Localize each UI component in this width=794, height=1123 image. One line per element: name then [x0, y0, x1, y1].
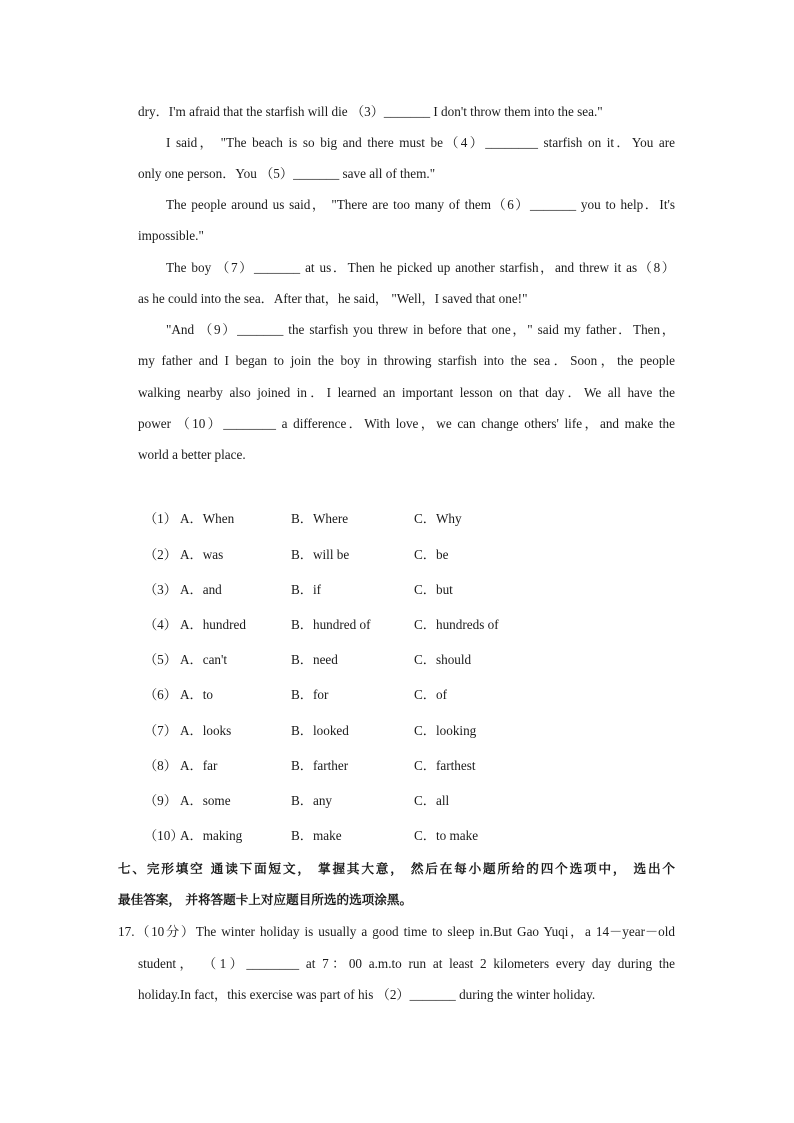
- option-row: [144, 616, 664, 634]
- option-a[interactable]: A．making: [180, 828, 243, 843]
- option-a[interactable]: A．far: [180, 758, 218, 773]
- option-a[interactable]: A．and: [180, 582, 222, 597]
- option-c[interactable]: C．to make: [414, 828, 479, 843]
- option-a[interactable]: A．some: [180, 793, 231, 808]
- option-b[interactable]: B．make: [291, 828, 342, 843]
- option-row: [144, 792, 664, 810]
- option-row: [144, 827, 664, 845]
- question-number: （6）: [144, 687, 177, 702]
- question-17-line: student， （1）________ at 7：00 a.m.to run at least 2 kilometers every day during the: [138, 956, 675, 971]
- passage-line: "And （9）_______ the starfish you threw in before that one，" said my father．Then，: [166, 322, 675, 337]
- question-number: （2）: [144, 547, 177, 562]
- question-number: （8）: [144, 758, 177, 773]
- option-b[interactable]: B．Where: [291, 511, 349, 526]
- option-c[interactable]: C．should: [414, 652, 472, 667]
- option-c[interactable]: C．of: [414, 687, 447, 702]
- option-a[interactable]: A．hundred: [180, 617, 246, 632]
- passage-line: walking nearby also joined in．I learned an important lesson on that day．We all have the: [138, 385, 675, 400]
- option-row: [144, 510, 664, 528]
- option-a[interactable]: A．looks: [180, 723, 232, 738]
- question-number: （9）: [144, 793, 177, 808]
- section-instructions: 七、完形填空 通读下面短文， 掌握其大意， 然后在每小题所给的四个选项中， 选出个: [118, 861, 675, 876]
- option-row: [144, 546, 664, 564]
- option-c[interactable]: C．Why: [414, 511, 462, 526]
- option-a[interactable]: A．was: [180, 547, 224, 562]
- option-c[interactable]: C．hundreds of: [414, 617, 499, 632]
- option-b[interactable]: B．for: [291, 687, 329, 702]
- option-a[interactable]: A．When: [180, 511, 235, 526]
- option-c[interactable]: C．be: [414, 547, 449, 562]
- passage-line: my father and I began to join the boy in throwing starfish into the sea．Soon，the people: [138, 353, 675, 368]
- option-b[interactable]: B．farther: [291, 758, 349, 773]
- option-b[interactable]: B．if: [291, 582, 322, 597]
- passage-line: The people around us said， "There are too many of them（6）_______ you to help．It's: [166, 197, 675, 212]
- option-c[interactable]: C．farthest: [414, 758, 476, 773]
- option-row: [144, 722, 664, 740]
- passage-line: I said， "The beach is so big and there must be（4）________ starfish on it．You are: [166, 135, 675, 150]
- option-b[interactable]: B．need: [291, 652, 338, 667]
- passage-line: as he could into the sea．After that，he said， "Well，I saved that one!": [138, 291, 528, 306]
- option-c[interactable]: C．all: [414, 793, 450, 808]
- option-c[interactable]: C．looking: [414, 723, 477, 738]
- option-b[interactable]: B．will be: [291, 547, 350, 562]
- option-b[interactable]: B．any: [291, 793, 333, 808]
- option-a[interactable]: A．can't: [180, 652, 228, 667]
- question-number: （10）: [144, 828, 184, 843]
- passage-line: dry．I'm afraid that the starfish will die （3）_______ I don't throw them into the sea.": [138, 104, 603, 119]
- option-row: [144, 757, 664, 775]
- question-number: （3）: [144, 582, 177, 597]
- option-row: [144, 686, 664, 704]
- section-instructions: 最佳答案， 并将答题卡上对应题目所选的选项涂黑。: [118, 892, 413, 907]
- passage-line: only one person．You （5）_______ save all of them.": [138, 166, 436, 181]
- option-row: [144, 651, 664, 669]
- option-row: [144, 581, 664, 599]
- passage-line: world a better place.: [138, 447, 246, 462]
- option-b[interactable]: B．hundred of: [291, 617, 371, 632]
- option-c[interactable]: C．but: [414, 582, 453, 597]
- question-number: （4）: [144, 617, 177, 632]
- question-number: （5）: [144, 652, 177, 667]
- option-a[interactable]: A．to: [180, 687, 213, 702]
- passage-line: impossible.": [138, 228, 204, 243]
- passage-line: power （10）________ a difference．With love，we can change others' life，and make the: [138, 416, 675, 431]
- question-number: （7）: [144, 723, 177, 738]
- question-number: （1）: [144, 511, 177, 526]
- question-17-line: holiday.In fact，this exercise was part of his （2）_______ during the winter holiday.: [138, 987, 596, 1002]
- passage-line: The boy （7）_______ at us．Then he picked up another starfish，and threw it as（8）: [166, 260, 675, 275]
- option-b[interactable]: B．looked: [291, 723, 349, 738]
- question-17-line: 17.（10分）The winter holiday is usually a good time to sleep in.But Gao Yuqi，a 14－year－old: [118, 924, 675, 939]
